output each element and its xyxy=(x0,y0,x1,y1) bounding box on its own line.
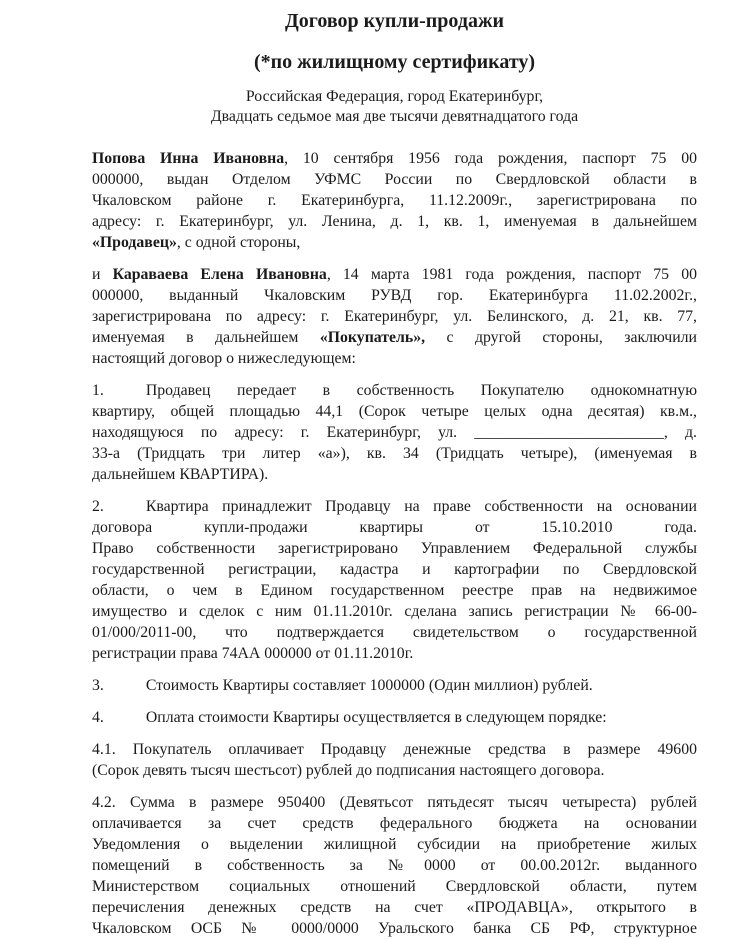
text-run: государственной регистрации, кадастра и картографии по Свердловской xyxy=(92,561,697,578)
contract-line xyxy=(92,918,697,939)
text-run: , 10 сентября 1956 года рождения, паспорт 75 00 xyxy=(284,150,697,167)
contract-body xyxy=(92,148,697,939)
party-buyer-paragraph xyxy=(92,264,697,369)
clause-4-payment-order xyxy=(92,707,697,728)
contract-line xyxy=(92,675,697,696)
text-run: дальнейшем КВАРТИРА). xyxy=(92,466,269,483)
clause-4-1-downpayment xyxy=(92,739,697,781)
text-run: , с одной стороны, xyxy=(176,234,301,251)
contract-line xyxy=(92,792,697,813)
text-run: имущество и сделок с ним 01.11.2010г. сделана запись регистрации № 66-00- xyxy=(92,603,697,620)
party-seller-paragraph xyxy=(92,148,697,253)
text-run: 01/000/2011-00, что подтверждается свидетельством о государственной xyxy=(92,624,697,641)
contract-line xyxy=(92,464,697,485)
clause-2-ownership xyxy=(92,496,697,664)
text-run: 2. xyxy=(92,498,104,515)
bold-text-run: Караваева Елена Ивановна xyxy=(112,266,327,283)
contract-line xyxy=(92,855,697,876)
contract-line xyxy=(92,190,697,211)
contract-line xyxy=(92,443,697,464)
text-run: области, о чем в Едином государственном реестре прав на недвижимое xyxy=(92,582,697,599)
contract-line xyxy=(92,169,697,190)
text-run: Оплата стоимости Квартиры осуществляется в следующем порядке: xyxy=(145,709,607,726)
contract-place-line: Российская Федерация, город Екатеринбург, xyxy=(245,88,544,105)
contract-line xyxy=(92,306,697,327)
text-run: Чкаловском районе г. Екатеринбурга, 11.12.2009г., зарегистрирована по xyxy=(92,192,697,209)
text-run: Чкаловском ОСБ № 0000/0000 Уральского банка СБ РФ, структурное xyxy=(92,920,697,937)
contract-line xyxy=(92,211,697,232)
text-run: находящуюся по адресу: г. Екатеринбург, ул. ________________________, д. xyxy=(92,424,697,441)
text-run: 3. xyxy=(92,677,104,694)
contract-line xyxy=(92,327,697,348)
text-run: Уведомления о выделении жилищной субсидии на приобретение жилых xyxy=(92,836,697,853)
clause-1-property xyxy=(92,380,697,485)
text-run: Стоимость Квартиры составляет 1000000 (Один миллион) рублей. xyxy=(145,677,593,694)
contract-date-line: Двадцать седьмое мая две тысячи девятнадцатого года xyxy=(210,108,579,125)
contract-line xyxy=(92,707,697,728)
text-run: Квартира принадлежит Продавцу на праве собственности на основании xyxy=(145,498,697,515)
bold-text-run: «Покупатель», xyxy=(319,329,426,346)
text-run: 000000, выдан Отделом УФМС России по Свердловской области в xyxy=(92,171,697,188)
bold-text-run: «Продавец» xyxy=(92,234,177,251)
text-run: 000000, выданный Чкаловским РУВД гор. Екатеринбурга 11.02.2002г., xyxy=(92,287,697,304)
contract-line xyxy=(92,760,697,781)
clause-4-2-subsidy xyxy=(92,792,697,939)
contract-line xyxy=(92,876,697,897)
contract-line xyxy=(92,264,697,285)
contract-line xyxy=(92,285,697,306)
contract-line xyxy=(92,739,697,760)
contract-title: Договор купли-продажи xyxy=(284,10,504,32)
contract-line xyxy=(92,580,697,601)
contract-line xyxy=(92,559,697,580)
contract-line xyxy=(92,232,697,253)
text-run: оплачивается за счет средств федерального бюджета на основании xyxy=(92,815,697,832)
text-run: Министерством социальных отношений Свердловской области, путем xyxy=(92,878,697,895)
bold-text-run: Попова Инна Ивановна xyxy=(92,150,285,167)
text-run: Право собственности зарегистрировано Управлением Федеральной службы xyxy=(92,540,697,557)
text-run: договора купли-продажи квартиры от 15.10.2010 года. xyxy=(92,519,697,536)
contract-line xyxy=(92,643,697,664)
text-run: перечисления денежных средств на счет «ПРОДАВЦА», открытого в xyxy=(92,899,697,916)
contract-line xyxy=(92,496,697,517)
contract-line xyxy=(92,517,697,538)
text-run: квартиру, общей площадью 44,1 (Сорок четыре целых одна десятая) кв.м., xyxy=(92,403,697,420)
contract-line xyxy=(92,601,697,622)
text-run: 4. xyxy=(92,709,104,726)
contract-line xyxy=(92,401,697,422)
text-run: 1. xyxy=(92,382,104,399)
text-run: 4.2. Сумма в размере 950400 (Девятьсот пятьдесят тысяч четыреста) рублей xyxy=(92,794,697,811)
text-run: и xyxy=(92,266,113,283)
text-run: регистрации права 74АА 000000 от 01.11.2010г. xyxy=(92,645,414,662)
text-run: именуемая в дальнейшем xyxy=(92,329,320,346)
text-run: 33-а (Тридцать три литер «а»), кв. 34 (Тридцать четыре), (именуемая в xyxy=(92,445,697,462)
contract-line xyxy=(92,813,697,834)
contract-line xyxy=(92,380,697,401)
contract-line xyxy=(92,834,697,855)
contract-line xyxy=(92,148,697,169)
text-run: с другой стороны, заключили xyxy=(425,329,697,346)
contract-line xyxy=(92,348,697,369)
contract-line xyxy=(92,622,697,643)
contract-certificate-subtitle: (*по жилищному сертификату) xyxy=(253,51,536,73)
contract-line xyxy=(92,422,697,443)
contract-line xyxy=(92,897,697,918)
clause-3-price xyxy=(92,675,697,696)
text-run: зарегистрирована по адресу: г. Екатеринбург, ул. Белинского, д. 21, кв. 77, xyxy=(92,308,697,325)
text-run: Продавец передает в собственность Покупателю однокомнатную xyxy=(145,382,697,399)
text-run: (Сорок девять тысяч шестьсот) рублей до подписания настоящего договора. xyxy=(92,762,605,779)
text-run: , 14 марта 1981 года рождения, паспорт 75 00 xyxy=(326,266,697,283)
text-run: помещений в собственность за №0000 от 00.00.2012г. выданного xyxy=(92,857,697,874)
contract-line xyxy=(92,538,697,559)
text-run: адресу: г. Екатеринбург, ул. Ленина, д. 1, кв. 1, именуемая в дальнейшем xyxy=(92,213,697,230)
text-run: 4.1. Покупатель оплачивает Продавцу денежные средства в размере 49600 xyxy=(92,741,697,758)
text-run: настоящий договор о нижеследующем: xyxy=(92,350,356,367)
